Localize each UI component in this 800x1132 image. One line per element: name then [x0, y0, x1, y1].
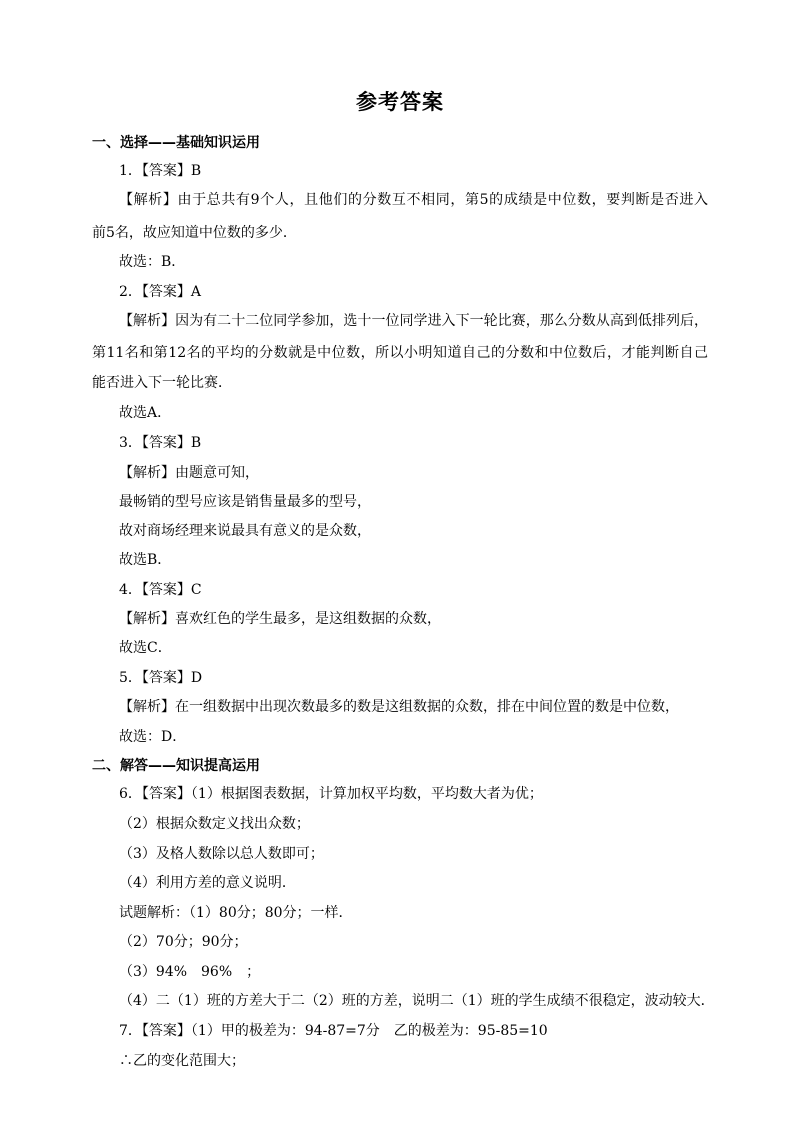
q6-line4: （4）利用方差的意义说明．: [119, 875, 296, 891]
q2-analysis-line3: 能否进入下一轮比赛．: [92, 375, 232, 391]
q5-answer: 5．【答案】D: [119, 670, 203, 686]
q6-answer: 6．【答案】（1）根据图表数据，计算加权平均数，平均数大者为优；: [119, 786, 543, 802]
q6-solution-line2: （2）70分；90分；: [119, 934, 248, 950]
q6-line3: （3）及格人数除以总人数即可；: [119, 846, 324, 862]
q2-analysis-line2: 第11名和第12名的平均的分数就是中位数，所以小明知道自己的分数和中位数后，才能判断自己: [92, 345, 708, 361]
q4-choice: 故选C．: [119, 640, 172, 656]
q1-analysis-line2: 前5名，故应知道中位数的多少．: [92, 225, 297, 241]
q7-answer: 7．【答案】（1）甲的极差为：94-87=7分 乙的极差为：95-85=10: [119, 1023, 548, 1039]
q2-analysis-line1: 【解析】因为有二十二位同学参加，选十一位同学进入下一轮比赛，那么分数从高到低排列后，: [119, 313, 708, 329]
q1-analysis-line1: 【解析】由于总共有9个人，且他们的分数互不相同，第5的成绩是中位数，要判断是否进入: [119, 192, 708, 208]
q1-answer: 1．【答案】B: [119, 163, 202, 179]
q3-analysis-line1: 【解析】由题意可知，: [119, 465, 259, 481]
section-heading-choice: 一、选择——基础知识运用: [92, 135, 260, 151]
q6-line2: （2）根据众数定义找出众数；: [119, 816, 310, 832]
q4-answer: 4．【答案】C: [119, 582, 202, 598]
q5-choice: 故选：D．: [119, 729, 187, 745]
q6-solution-line1: 试题解析：（1）80分；80分；一样．: [119, 905, 353, 921]
q2-answer: 2．【答案】A: [119, 284, 202, 300]
q6-solution-line4: （4）二（1）班的方差大于二（2）班的方差，说明二（1）班的学生成绩不很稳定，波动较大．: [119, 993, 715, 1009]
q2-choice: 故选A．: [119, 405, 172, 421]
section-heading-solution: 二、解答——知识提高运用: [92, 758, 260, 774]
q6-solution-line3: （3）94% 96% ；: [119, 964, 261, 980]
q3-answer: 3．【答案】B: [119, 435, 202, 451]
q3-choice: 故选B．: [119, 552, 172, 568]
q4-analysis-line1: 【解析】喜欢红色的学生最多，是这组数据的众数，: [119, 611, 441, 627]
q5-analysis-line1: 【解析】在一组数据中出现次数最多的数是这组数据的众数，排在中间位置的数是中位数，: [119, 699, 679, 715]
page-title: 参考答案: [356, 90, 444, 114]
q1-choice: 故选：B．: [119, 254, 186, 270]
q3-analysis-line2: 最畅销的型号应该是销售量最多的型号，: [119, 494, 371, 510]
q3-analysis-line3: 故对商场经理来说最具有意义的是众数，: [119, 523, 371, 539]
q7-line2: ∴乙的变化范围大；: [119, 1053, 245, 1069]
